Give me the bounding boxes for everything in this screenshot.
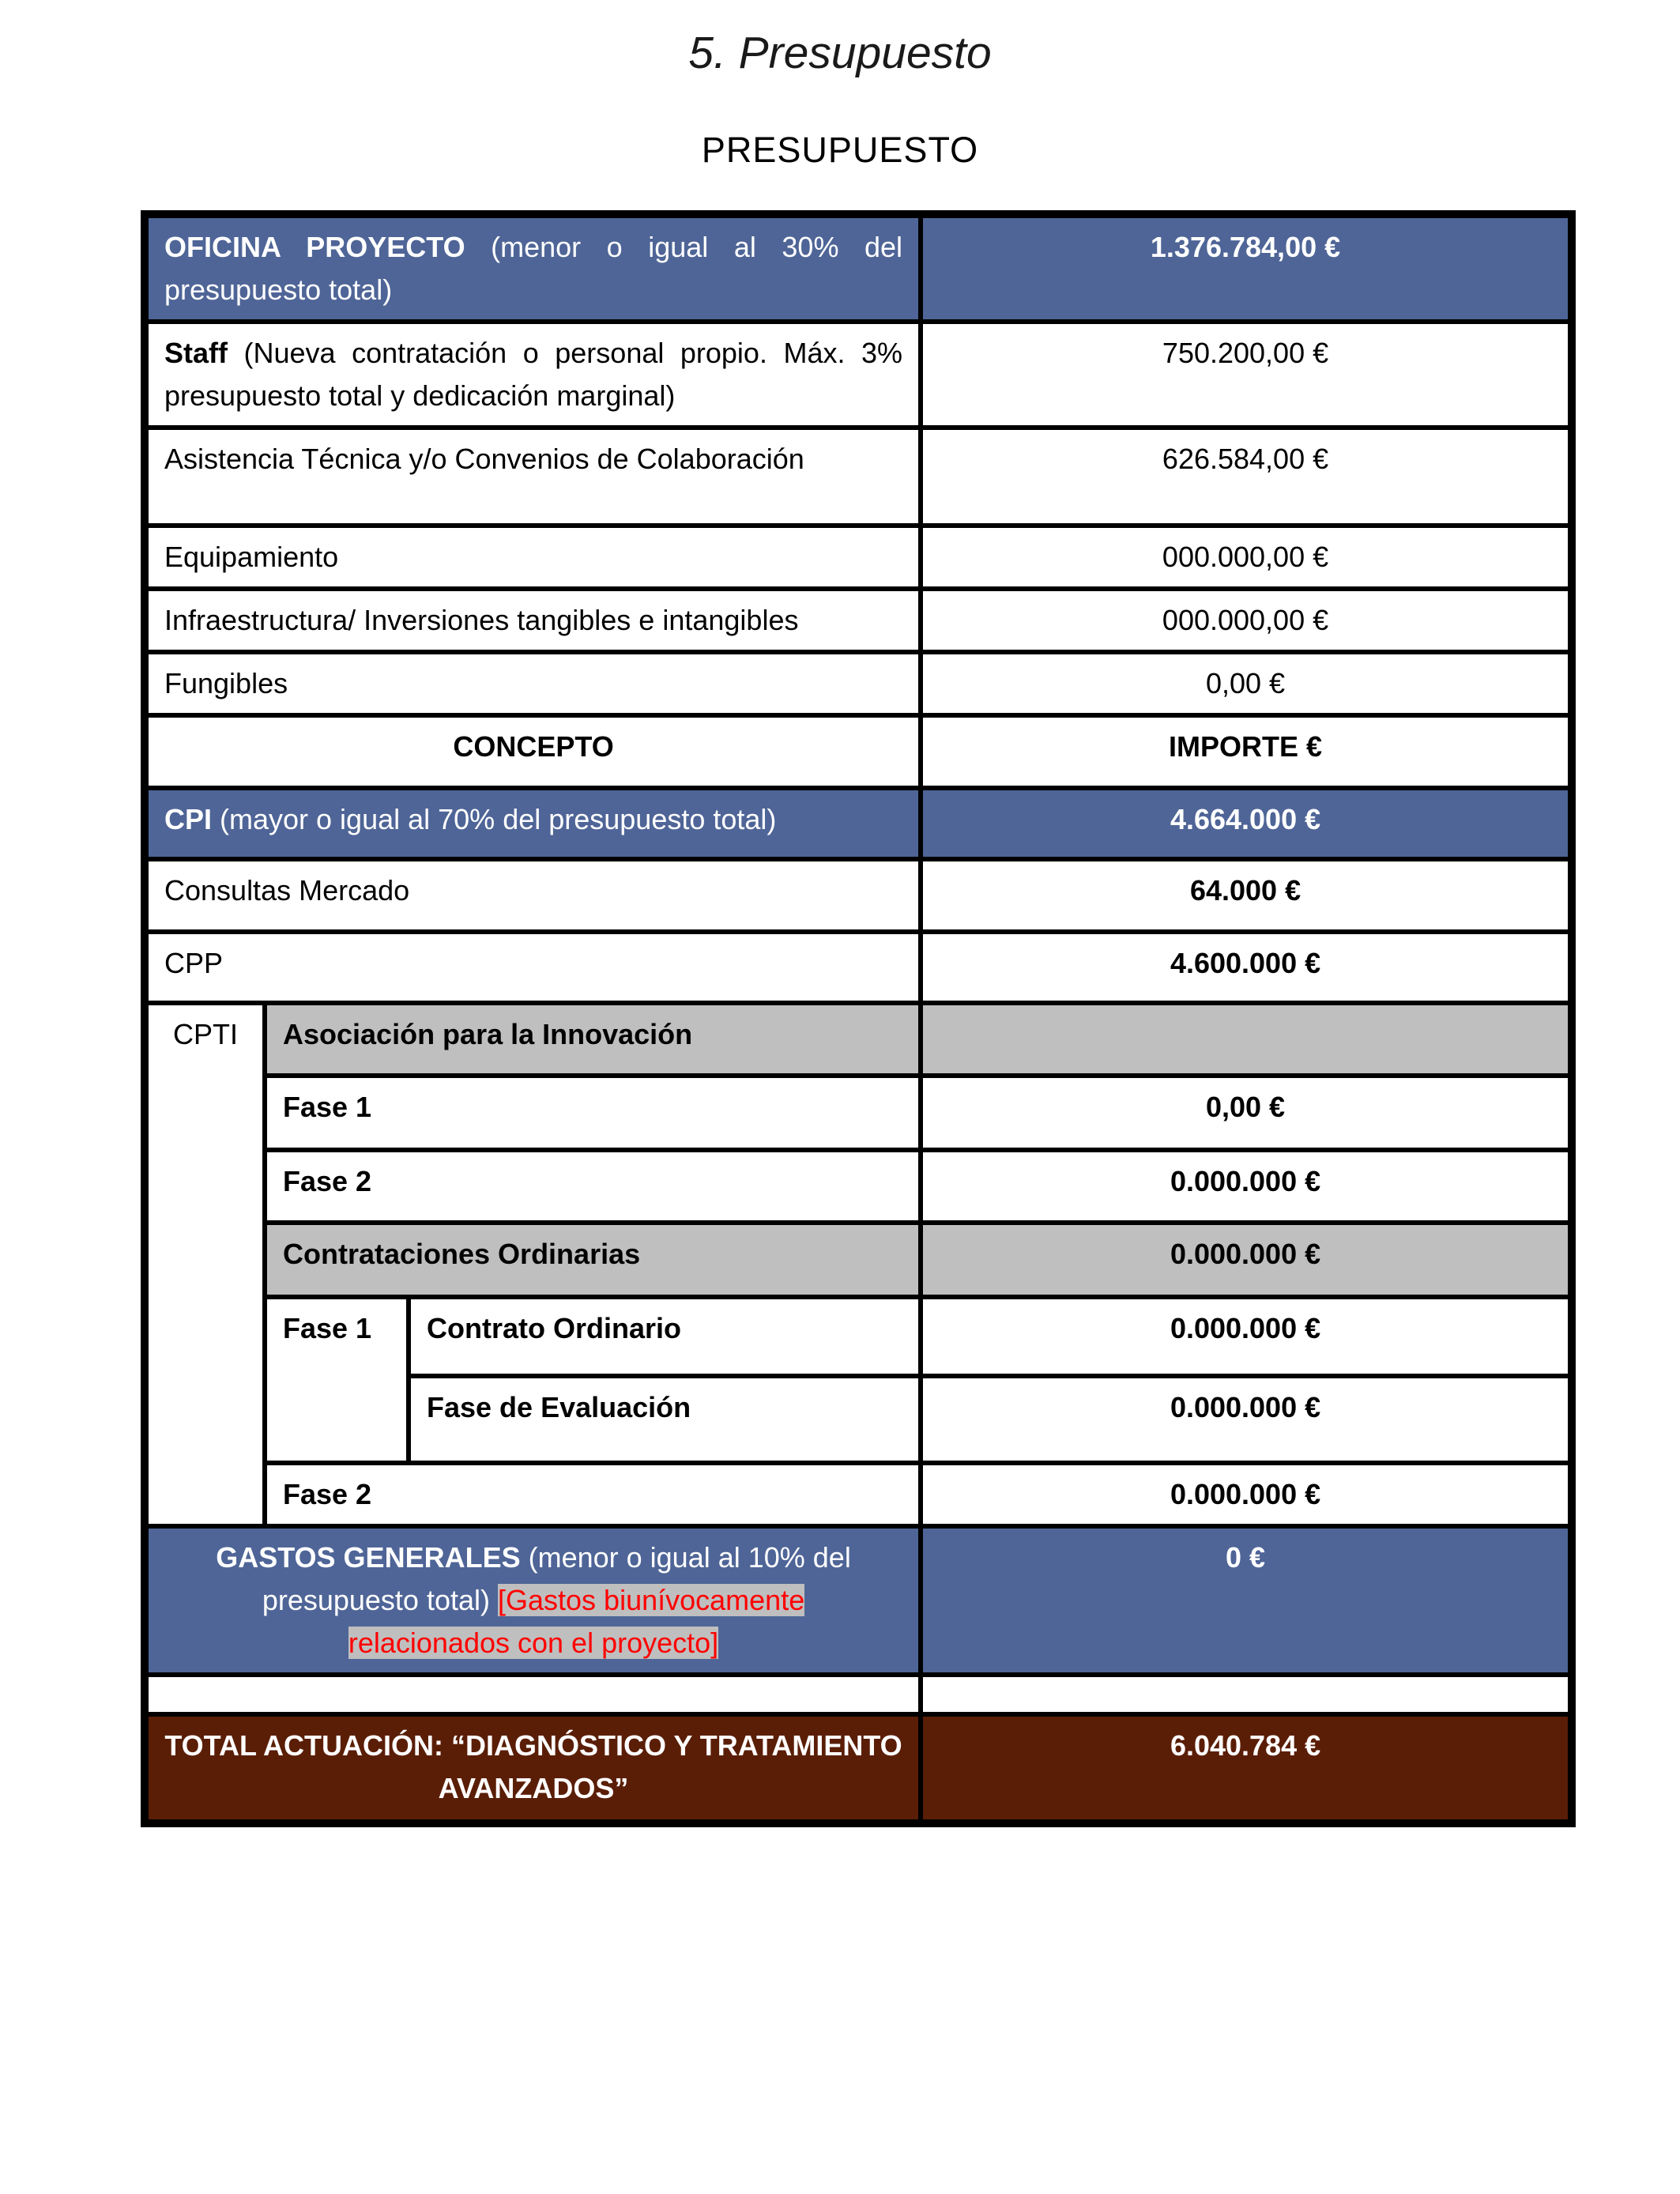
asociacion-value — [921, 1003, 1572, 1076]
asistencia-label: Asistencia Técnica y/o Convenios de Colaboración — [145, 428, 921, 526]
empty-value-cell — [921, 1675, 1572, 1714]
row-infraestructura — [145, 589, 1572, 652]
infraestructura-value: 000.000,00 € — [921, 589, 1572, 652]
row-total — [145, 1714, 1572, 1823]
oficina-label-line1 — [164, 226, 902, 269]
row-oficina — [145, 214, 1572, 322]
section-heading: 5. Presupuesto — [688, 28, 992, 78]
staff-label-cell — [145, 322, 921, 428]
table-title: PRESUPUESTO — [701, 130, 979, 170]
contrataciones-value: 0.000.000 € — [921, 1223, 1572, 1297]
cpp-label: CPP — [145, 932, 921, 1003]
row-contrato-ordinario — [145, 1297, 1572, 1376]
gastos-line2-plain: presupuesto total) — [262, 1584, 498, 1616]
oficina-label-bold: OFICINA PROYECTO — [164, 231, 465, 263]
importe-header-label: IMPORTE € — [921, 715, 1572, 788]
staff-label-line2: presupuesto total y dedicación marginal) — [164, 379, 676, 412]
cpti-label: CPTI — [145, 1003, 265, 1526]
row-equipamiento — [145, 526, 1572, 589]
row-empty — [145, 1675, 1572, 1714]
consultas-label: Consultas Mercado — [145, 859, 921, 932]
gastos-label-bold: GASTOS GENERALES — [216, 1541, 521, 1574]
consultas-value: 64.000 € — [921, 859, 1572, 932]
total-value: 6.040.784 € — [921, 1714, 1572, 1823]
gastos-label-cell — [145, 1526, 921, 1675]
staff-label-bold: Staff — [164, 337, 228, 369]
staff-label-line1 — [164, 332, 902, 375]
fase1-detalle-label: Fase 1 — [265, 1297, 409, 1463]
row-cpp — [145, 932, 1572, 1003]
row-cpi — [145, 788, 1572, 859]
oficina-label-cell — [145, 214, 921, 322]
row-cpti-fase2 — [145, 1150, 1572, 1223]
staff-value: 750.200,00 € — [921, 322, 1572, 428]
oficina-label-rest: (menor o igual al 30% del — [465, 231, 903, 263]
fungibles-value: 0,00 € — [921, 652, 1572, 715]
row-staff — [145, 322, 1572, 428]
fase-evaluacion-label: Fase de Evaluación — [409, 1376, 921, 1463]
contrataciones-label: Contrataciones Ordinarias — [265, 1223, 921, 1297]
row-contrataciones — [145, 1223, 1572, 1297]
total-label: TOTAL ACTUACIÓN: “DIAGNÓSTICO Y TRATAMIENTO AVANZADOS” — [145, 1714, 921, 1823]
row-asistencia — [145, 428, 1572, 526]
cpti-fase2-final-label: Fase 2 — [265, 1463, 921, 1526]
contrato-ordinario-label: Contrato Ordinario — [409, 1297, 921, 1376]
gastos-label-rest: (menor o igual al 10% del — [520, 1541, 851, 1574]
cpi-label-cell — [145, 788, 921, 859]
gastos-line3 — [164, 1622, 902, 1664]
cpti-fase2-final-value: 0.000.000 € — [921, 1463, 1572, 1526]
fase-evaluacion-value: 0.000.000 € — [921, 1376, 1572, 1463]
row-cpti-fase1 — [145, 1076, 1572, 1150]
gastos-value: 0 € — [921, 1526, 1572, 1675]
equipamiento-value: 000.000,00 € — [921, 526, 1572, 589]
row-gastos-generales — [145, 1526, 1572, 1675]
row-consultas — [145, 859, 1572, 932]
gastos-line1 — [164, 1536, 902, 1579]
cpti-fase1-label: Fase 1 — [265, 1076, 921, 1150]
cpti-fase2-value: 0.000.000 € — [921, 1150, 1572, 1223]
concepto-header-label: CONCEPTO — [145, 715, 921, 788]
infraestructura-label: Infraestructura/ Inversiones tangibles e intangibles — [145, 589, 921, 652]
fungibles-label: Fungibles — [145, 652, 921, 715]
empty-label-cell — [145, 1675, 921, 1714]
oficina-label-line2: presupuesto total) — [164, 273, 393, 306]
cpi-value: 4.664.000 € — [921, 788, 1572, 859]
staff-label-rest: (Nueva contratación o personal propio. Máx. 3% — [228, 337, 903, 369]
oficina-value: 1.376.784,00 € — [921, 214, 1572, 322]
cpti-fase2-label: Fase 2 — [265, 1150, 921, 1223]
gastos-line3-highlight: relacionados con el proyecto] — [348, 1627, 719, 1659]
row-concepto-header — [145, 715, 1572, 788]
asociacion-label: Asociación para la Innovación — [265, 1003, 921, 1076]
contrato-ordinario-value: 0.000.000 € — [921, 1297, 1572, 1376]
cpti-fase1-value: 0,00 € — [921, 1076, 1572, 1150]
row-asociacion — [145, 1003, 1572, 1076]
gastos-line2-highlight: [Gastos biunívocamente — [498, 1584, 805, 1616]
row-fungibles — [145, 652, 1572, 715]
equipamiento-label: Equipamiento — [145, 526, 921, 589]
cpi-label-rest: (mayor o igual al 70% del presupuesto total) — [212, 803, 777, 835]
asistencia-value: 626.584,00 € — [921, 428, 1572, 526]
budget-table — [141, 210, 1576, 1827]
row-cpti-fase2-final — [145, 1463, 1572, 1526]
gastos-line2 — [164, 1579, 902, 1622]
cpp-value: 4.600.000 € — [921, 932, 1572, 1003]
cpi-label-bold: CPI — [164, 803, 213, 835]
